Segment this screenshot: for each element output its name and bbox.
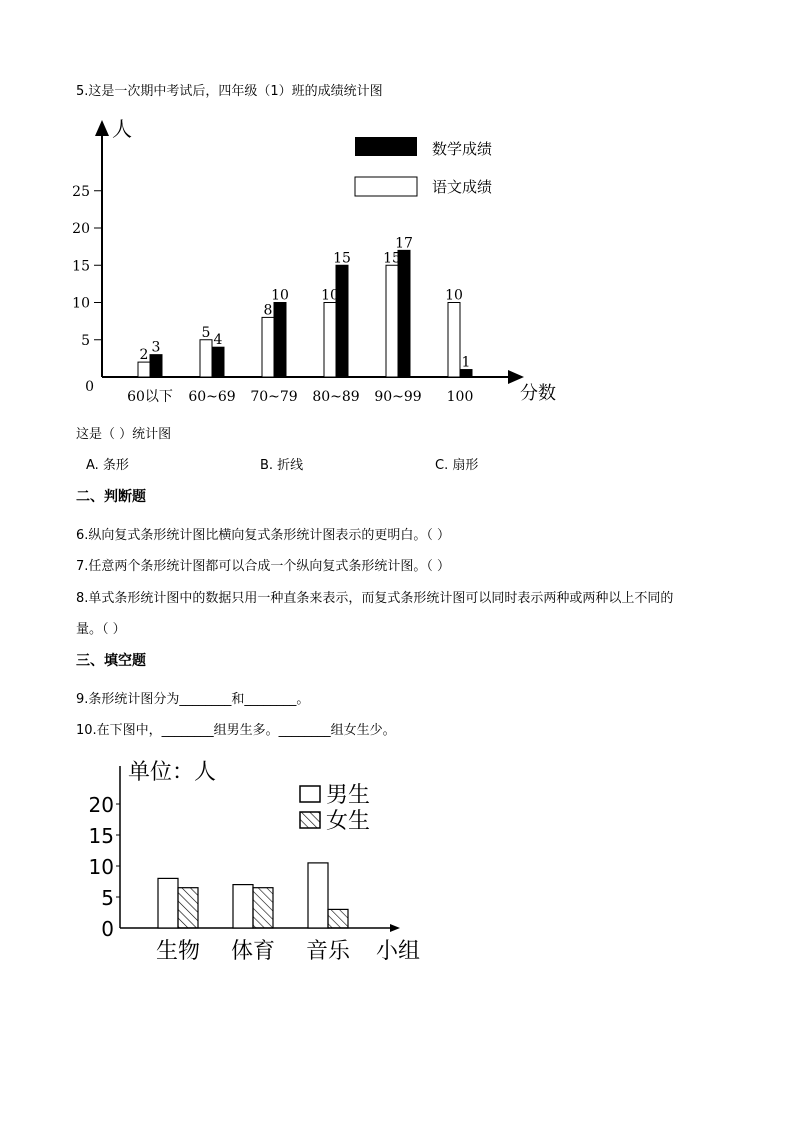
bar-girls: [328, 909, 348, 928]
q6-text: 6.纵向复式条形统计图比横向复式条形统计图表示的更明白。（ ）: [76, 528, 451, 543]
y-tick-label: 10: [72, 295, 90, 312]
data-label: 17: [395, 235, 413, 252]
grades-bar-chart: [72, 112, 580, 412]
q10-text: 10.在下图中，________组男生多。________组女生少。: [76, 723, 396, 738]
legend-swatch-boys: [300, 786, 320, 802]
data-label: 5: [201, 324, 211, 341]
bar-chinese: [386, 265, 398, 377]
bar-math: [460, 370, 472, 377]
data-label: 10: [271, 287, 289, 304]
q8-text-line1: 8.单式条形统计图中的数据只用一种直条来表示，而复式条形统计图可以同时表示两种或两种以上不同的: [76, 591, 674, 606]
bar-chinese: [262, 317, 274, 377]
x-tick-label: 90~99: [374, 389, 422, 405]
bar-math: [274, 303, 286, 378]
bar-math: [212, 347, 224, 377]
data-label: 15: [333, 250, 351, 267]
bar-chinese: [448, 303, 460, 378]
section-judgement-title: 二、判断题: [76, 489, 146, 505]
bar-girls: [178, 888, 198, 928]
data-label: 1: [461, 354, 471, 371]
y-tick-label: 25: [72, 183, 90, 200]
bar-math: [336, 265, 348, 377]
x-tick-label: 60以下: [127, 389, 173, 405]
legend-label-math: 数学成绩: [432, 140, 493, 158]
x-tick-label: 80~89: [312, 389, 360, 405]
q7-text: 7.任意两个条形统计图都可以合成一个纵向复式条形统计图。（ ）: [76, 559, 451, 574]
y-tick-label: 10: [88, 855, 114, 879]
bar-math: [150, 355, 162, 377]
x-axis-arrow: [508, 370, 524, 384]
data-label: 2: [139, 347, 149, 364]
bar-chinese: [200, 340, 212, 377]
data-label: 10: [321, 287, 339, 304]
x-axis-label: 小组: [376, 939, 421, 964]
y-axis-arrow: [95, 120, 109, 136]
data-label: 8: [263, 302, 273, 319]
x-tick-label: 100: [446, 389, 474, 405]
x-tick-label: 60~69: [188, 389, 236, 405]
q5-question: 这是（ ）统计图: [76, 427, 172, 442]
x-tick-label: 生物: [155, 939, 201, 964]
legend-label-chinese: 语文成绩: [432, 178, 493, 196]
q9-text: 9.条形统计图分为________和________。: [76, 692, 310, 707]
x-tick-label: 70~79: [250, 389, 298, 405]
q5-option-b[interactable]: B. 折线: [260, 458, 304, 473]
legend-label-boys: 男生: [326, 783, 371, 808]
y-tick-label: 5: [101, 886, 114, 910]
y-tick-label: 20: [72, 221, 90, 237]
section-fill-title: 三、填空题: [76, 653, 146, 669]
x-tick-label: 体育: [230, 939, 276, 964]
legend-swatch-chinese: [355, 177, 417, 196]
x-axis-label: 分数: [520, 383, 556, 404]
legend-label-girls: 女生: [326, 809, 371, 834]
legend-swatch-girls: [300, 812, 320, 828]
data-label: 10: [445, 287, 463, 304]
y-tick-label: 20: [88, 793, 114, 817]
y-axis-label: 单位：人: [128, 760, 217, 785]
bar-math: [398, 250, 410, 377]
x-tick-label: 音乐: [305, 939, 351, 964]
data-label: 15: [383, 250, 401, 267]
bar-boys: [308, 863, 328, 928]
y-tick-label: 0: [101, 917, 114, 941]
y-tick-label: 0: [85, 379, 94, 395]
y-tick-label: 5: [81, 332, 90, 349]
q5-option-c[interactable]: C. 扇形: [435, 458, 479, 473]
bar-boys: [158, 878, 178, 928]
bar-girls: [253, 888, 273, 928]
data-label: 4: [213, 332, 223, 349]
bar-boys: [233, 885, 253, 928]
q5-option-a[interactable]: A. 条形: [86, 458, 129, 473]
bar-chinese: [324, 303, 336, 378]
data-label: 3: [151, 339, 161, 356]
group-bar-chart: [88, 752, 448, 972]
x-axis-arrow: [390, 924, 400, 932]
legend-swatch-math: [355, 137, 417, 156]
y-axis-label: 人: [112, 117, 132, 141]
q5-text: 5.这是一次期中考试后，四年级（1）班的成绩统计图: [76, 84, 383, 99]
y-tick-label: 15: [88, 824, 114, 848]
bar-chinese: [138, 362, 150, 377]
y-tick-label: 15: [72, 258, 90, 275]
q8-text-line2: 量。（ ）: [76, 622, 126, 637]
